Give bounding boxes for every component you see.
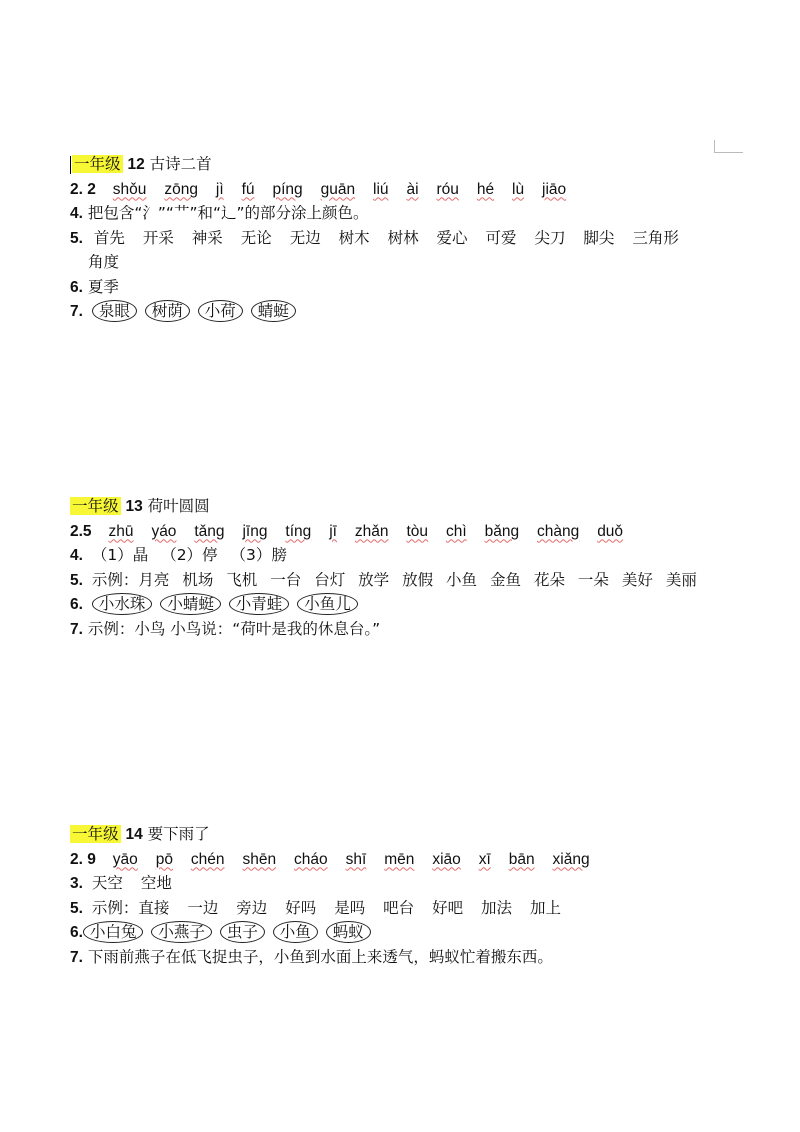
lesson-number: 14: [125, 826, 143, 843]
pinyin-item: shī: [345, 850, 367, 868]
word-item: 爱心: [436, 228, 468, 247]
word-item: 加法: [481, 898, 513, 917]
pinyin-item: zhū: [108, 522, 134, 540]
word-item: 机场: [182, 570, 214, 589]
circled-word: 虫子: [220, 921, 265, 943]
circled-word: 蜻蜓: [251, 300, 296, 322]
word-item: 飞机: [226, 570, 258, 589]
circled-word: 小水珠: [92, 593, 153, 615]
pinyin-item: róu: [436, 180, 459, 198]
pinyin-item: duǒ: [597, 522, 624, 540]
word-item: 放假: [402, 570, 434, 589]
question-7: [70, 299, 770, 324]
word-item: 台灯: [314, 570, 346, 589]
word-item: 旁边: [236, 898, 268, 917]
question-label: 4.: [70, 547, 83, 564]
word-item: 好吧: [432, 898, 464, 917]
question-label: 6.: [70, 278, 83, 296]
word-item: 尖刀: [534, 228, 566, 247]
word-item: 可爱: [485, 228, 517, 247]
pinyin-item: zhǎn: [354, 522, 389, 540]
grade-highlight: 一年级: [72, 497, 119, 515]
word-item: 美好: [621, 570, 653, 589]
question-5: [70, 896, 770, 921]
lesson-title: 荷叶圆圆: [147, 497, 210, 515]
word-item: 首先: [93, 228, 125, 247]
lesson-title: 古诗二首: [149, 155, 212, 173]
word-item: 无边: [289, 228, 321, 247]
pinyin-item: xiǎng: [552, 850, 590, 868]
pinyin-item: tòu: [406, 522, 429, 540]
pinyin-item: shēn: [242, 850, 277, 868]
grade-highlight: 一年级: [74, 155, 121, 173]
lesson-header: [70, 152, 770, 177]
circled-word: 蚂蚁: [326, 921, 371, 943]
lesson-number: 12: [127, 156, 145, 173]
question-5-continued: [70, 250, 770, 275]
pinyin-item: zōng: [164, 180, 198, 198]
lesson-13-section: [70, 494, 770, 641]
question-4: [70, 543, 770, 568]
word-item: 小鱼: [446, 570, 478, 589]
circled-word: 泉眼: [92, 300, 137, 322]
question-label: 3.: [70, 875, 83, 892]
circled-word: 小荷: [198, 300, 243, 322]
word-item: 示例：月亮: [91, 570, 170, 589]
question-label: 5.: [70, 229, 83, 247]
word-item: 放学: [358, 570, 390, 589]
word-item: 树木: [338, 228, 370, 247]
question-label: 7.: [70, 948, 83, 966]
word-item: 脚尖: [583, 228, 615, 247]
text-cursor: [70, 156, 71, 174]
pinyin-item: fú: [241, 180, 255, 198]
question-label: 2.5: [70, 522, 92, 540]
pinyin-item: píng: [272, 180, 303, 198]
circled-word: 小青蛙: [229, 593, 290, 615]
pinyin-item: chì: [445, 522, 467, 540]
question-2: [70, 847, 770, 872]
pinyin-item: jī: [329, 522, 337, 540]
answer-item: （1）晶: [91, 546, 149, 564]
question-2: [70, 177, 770, 202]
word-item: 是吗: [334, 898, 366, 917]
word-item: 无论: [240, 228, 272, 247]
question-label: 5.: [70, 899, 83, 917]
pinyin-item: jì: [215, 180, 224, 198]
word-item: 开采: [142, 228, 174, 247]
question-3: [70, 871, 770, 896]
question-label: 7.: [70, 303, 83, 320]
pinyin-item: bān: [508, 850, 535, 868]
answer-item: （3）膀: [230, 546, 287, 564]
pinyin-item: chén: [190, 850, 225, 868]
pinyin-item: liú: [373, 180, 389, 198]
answer-text: 示例：小鸟 小鸟说：“荷叶是我的休息台。”: [87, 619, 381, 638]
word-item: 一朵: [577, 570, 609, 589]
word-item: 一台: [270, 570, 302, 589]
circled-word: 小鱼: [273, 921, 318, 943]
question-7: [70, 945, 770, 970]
pinyin-item: chàng: [537, 522, 580, 540]
pinyin-item: mēn: [384, 850, 415, 868]
word-item: 加上: [530, 898, 562, 917]
question-6: [70, 920, 770, 945]
pinyin-item: xī: [478, 850, 491, 868]
question-text: 把包含“氵”“艹”和“辶”的部分涂上颜色。: [87, 204, 369, 222]
question-label: 7.: [70, 620, 83, 638]
question-label: 6.: [70, 596, 83, 613]
question-label: 4.: [70, 205, 83, 222]
lesson-12-section: [70, 152, 770, 324]
pinyin-item: shǒu: [112, 180, 147, 198]
question-label: 2. 9: [70, 850, 96, 868]
pinyin-item: cháo: [294, 850, 328, 868]
word-item: 吧台: [383, 898, 415, 917]
question-label: 6.: [70, 924, 83, 941]
question-2: [70, 519, 770, 544]
pinyin-item: guān: [320, 180, 356, 198]
word-item: 角度: [88, 253, 120, 271]
question-4: [70, 201, 770, 226]
question-6: [70, 592, 770, 617]
pinyin-item: pō: [155, 850, 173, 868]
question-5: [70, 226, 770, 251]
circled-word: 小白兔: [83, 921, 144, 943]
pinyin-item: lù: [512, 180, 525, 198]
question-6: [70, 275, 770, 300]
circled-word: 小燕子: [151, 921, 212, 943]
pinyin-item: tíng: [285, 522, 312, 540]
word-item: 三角形: [632, 228, 679, 247]
word-item: 神采: [191, 228, 223, 247]
answer-text: 夏季: [87, 277, 119, 296]
circled-word: 树荫: [145, 300, 190, 322]
pinyin-item: yāo: [112, 850, 138, 868]
pinyin-item: hé: [476, 180, 495, 198]
word-item: 美丽: [665, 570, 697, 589]
word-item: 树林: [387, 228, 419, 247]
pinyin-item: bǎng: [484, 522, 520, 540]
pinyin-item: jīng: [242, 522, 268, 540]
pinyin-item: jiāo: [542, 180, 567, 198]
answer-text: 下雨前燕子在低飞捉虫子，小鱼到水面上来透气，蚂蚁忙着搬东西。: [87, 947, 553, 966]
word-item: 空地: [140, 874, 172, 892]
question-5: [70, 568, 770, 593]
lesson-header: [70, 822, 770, 847]
pinyin-item: xiāo: [432, 850, 461, 868]
pinyin-item: tǎng: [194, 522, 225, 540]
word-item: 天空: [91, 874, 123, 892]
word-item: 一边: [187, 898, 219, 917]
question-label: 2. 2: [70, 180, 96, 198]
lesson-header: [70, 494, 770, 519]
circled-word: 小蜻蜓: [160, 593, 221, 615]
lesson-14-section: [70, 822, 770, 969]
answer-item: （2）停: [161, 546, 218, 564]
pinyin-item: yáo: [151, 522, 177, 540]
pinyin-item: ài: [406, 180, 419, 198]
word-item: 花朵: [533, 570, 565, 589]
word-item: 金鱼: [490, 570, 522, 589]
word-item: 示例：直接: [91, 898, 170, 917]
question-7: [70, 617, 770, 642]
circled-word: 小鱼儿: [297, 593, 358, 615]
lesson-title: 要下雨了: [147, 825, 210, 843]
question-label: 5.: [70, 571, 83, 589]
word-item: 好吗: [285, 898, 317, 917]
lesson-number: 13: [125, 498, 143, 515]
grade-highlight: 一年级: [72, 825, 119, 843]
